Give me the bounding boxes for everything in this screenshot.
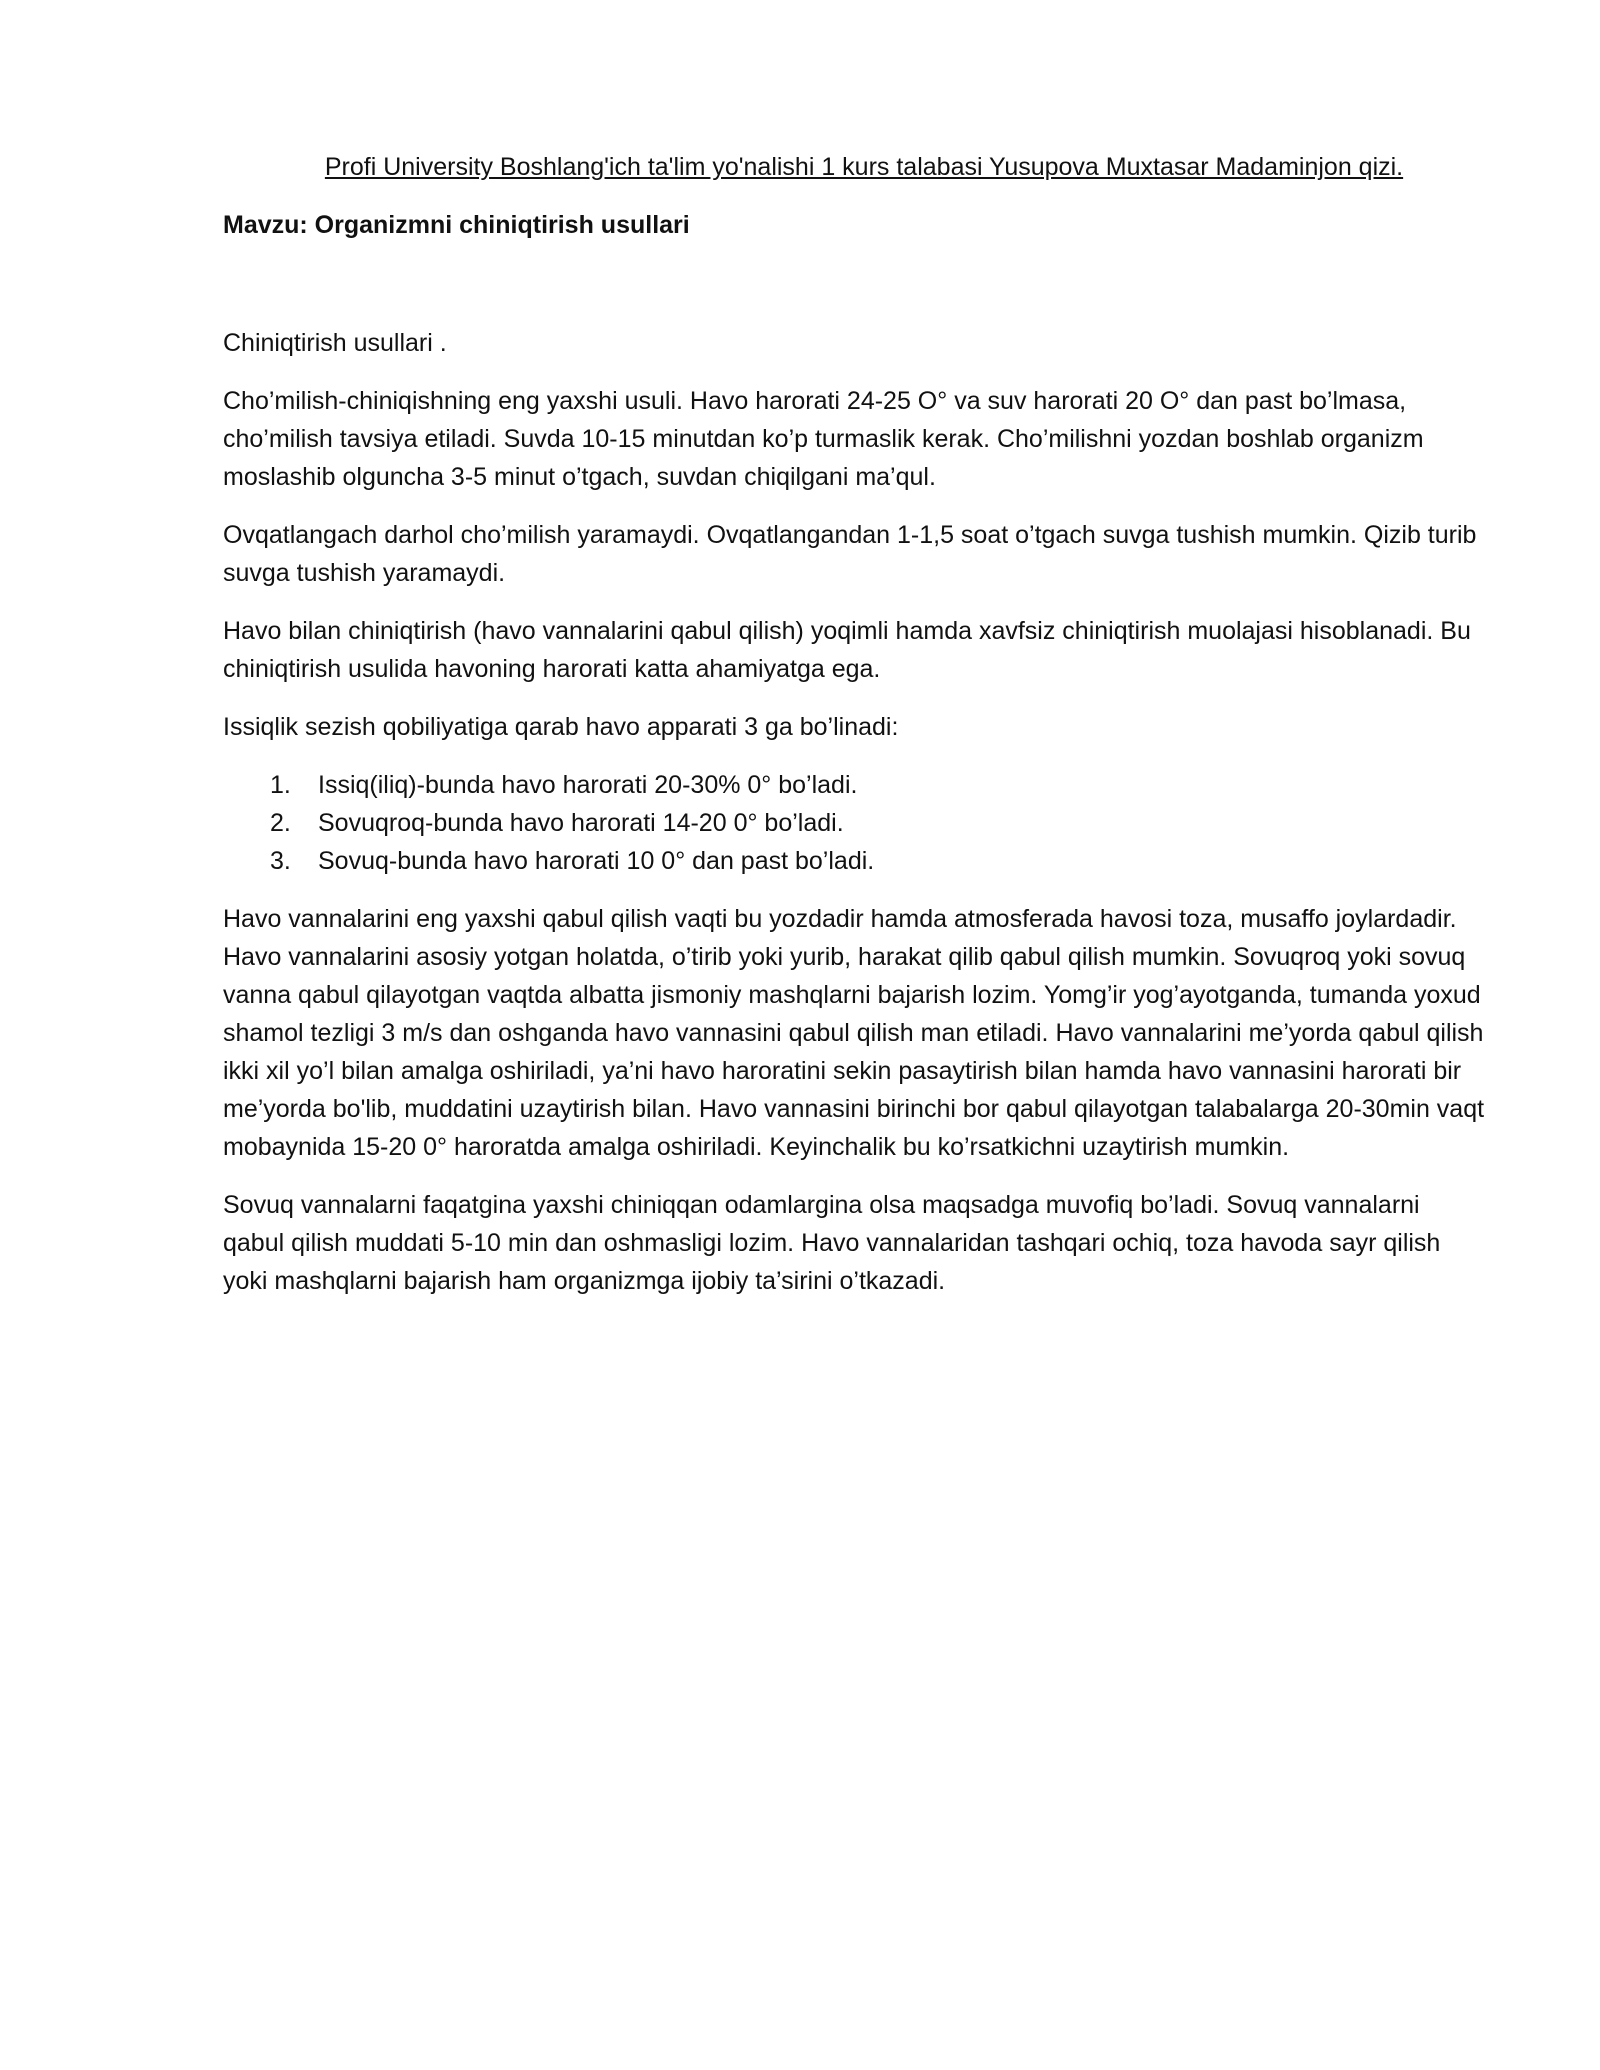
document-body	[223, 148, 1485, 1300]
temperature-list	[223, 766, 1485, 880]
list-item	[223, 842, 1485, 880]
list-item	[223, 804, 1485, 842]
section-title: Chiniqtirish usullari .	[223, 329, 447, 357]
list-item-text: Sovuqroq-bunda havo harorati 14-20 0° bo’ladi.	[318, 809, 844, 837]
list-item-text: Sovuq-bunda havo harorati 10 0° dan past bo’ladi.	[318, 847, 875, 875]
document-header: Profi University Boshlang'ich ta'lim yo'nalishi 1 kurs talabasi Yusupova Muxtasar Madaminjon qizi.	[324, 153, 1404, 181]
paragraph-after-meal: Ovqatlangach darhol cho’milish yaramaydi. Ovqatlangandan 1-1,5 soat o’tgach suvga tushish mumkin. Qizib turib suvga tushish yaramaydi.	[223, 521, 1477, 587]
paragraph-air-baths: Havo vannalarini eng yaxshi qabul qilish vaqti bu yozdadir hamda atmosferada havosi toza, musaffo joylardadir. Havo vannalarini asosiy yotgan holatda, o’tirib yoki yurib, harakat qilib qabul qilish mumkin. Sovuqroq yoki sovuq vanna qabul qilayotgan vaqtda albatta jismoniy mashqlarni bajarish lozim. Yomg’ir yog’ayotganda, tumanda yoxud shamol tezligi 3 m/s dan oshganda havo vannasini qabul qilish man etiladi. Havo vannalarini me’yorda qabul qilish ikki xil yo’l bilan amalga oshiriladi, ya’ni havo haroratini sekin pasaytirish bilan hamda havo vannasini harorati bir me’yorda bo'lib, muddatini uzaytirish bilan. Havo vannasini birinchi bor qabul qilayotgan talabalarga 20-30min vaqt mobaynida 15-20 0° haroratda amalga oshiriladi. Keyinchalik bu ko’rsatkichni uzaytirish mumkin.	[223, 905, 1485, 1161]
paragraph-swimming: Cho’milish-chiniqishning eng yaxshi usuli. Havo harorati 24-25 O° va suv harorati 20 O° dan past bo’lmasa, cho’milish tavsiya etiladi. Suvda 10-15 minutdan ko’p turmaslik kerak. Cho’milishni yozdan boshlab organizm moslashib olguncha 3-5 minut o’tgach, suvdan chiqilgani ma’qul.	[223, 387, 1424, 491]
list-item	[223, 766, 1485, 804]
paragraph-cold-baths: Sovuq vannalarni faqatgina yaxshi chiniqqan odamlargina olsa maqsadga muvofiq bo’ladi. Sovuq vannalarni qabul qilish muddati 5-10 min dan oshmasligi lozim. Havo vannalaridan tashqari ochiq, toza havoda sayr qilish yoki mashqlarni bajarish ham organizmga ijobiy ta’sirini o’tkazadi.	[223, 1191, 1441, 1295]
document-topic: Mavzu: Organizmni chiniqtirish usullari	[223, 211, 690, 239]
paragraph-list-intro: Issiqlik sezish qobiliyatiga qarab havo apparati 3 ga bo’linadi:	[223, 713, 899, 741]
paragraph-air-hardening: Havo bilan chiniqtirish (havo vannalarini qabul qilish) yoqimli hamda xavfsiz chiniqtirish muolajasi hisoblanadi. Bu chiniqtirish usulida havoning harorati katta ahamiyatga ega.	[223, 617, 1471, 683]
list-item-number: 1.	[270, 771, 291, 799]
list-item-number: 3.	[270, 847, 291, 875]
list-item-text: Issiq(iliq)-bunda havo harorati 20-30% 0° bo’ladi.	[318, 771, 858, 799]
list-item-number: 2.	[270, 809, 291, 837]
